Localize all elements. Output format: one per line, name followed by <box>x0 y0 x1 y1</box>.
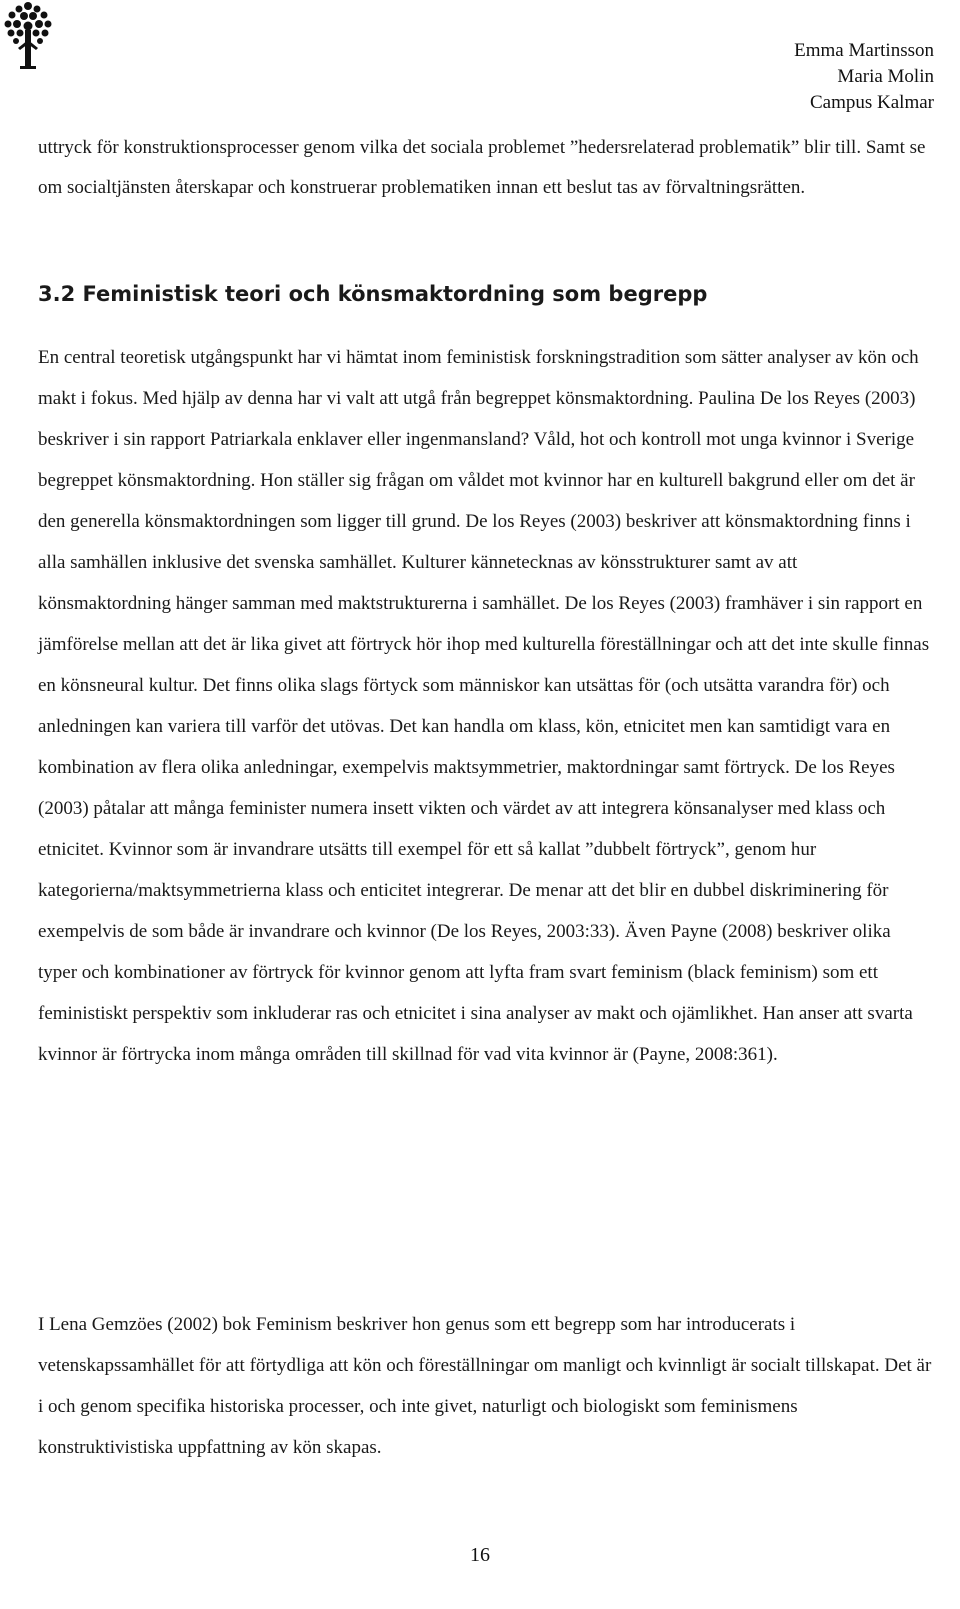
intro-paragraph-block <box>38 128 933 208</box>
second-paragraph-block <box>38 1304 933 1468</box>
campus-name: Campus Kalmar <box>809 92 934 113</box>
tree-logo-icon <box>0 0 56 72</box>
author-name: Maria Molin <box>837 66 934 87</box>
author-name: Emma Martinsson <box>794 40 934 61</box>
main-paragraph: En central teoretisk utgångspunkt har vi hämtat inom feministisk forskningstradition som sätter analyser av kön och makt i fokus. Med hjälp av denna har vi valt att utgå från begreppet könsmaktordning. Paulina De los Reyes (2003) beskriver i sin rapport Patriarkala enklaver eller ingenmansland? Våld, hot och kontroll mot unga kvinnor i Sverige begreppet könsmaktordning. Hon ställer sig frågan om våldet mot kvinnor har en kulturell bakgrund eller om det är den generella könsmaktordningen som ligger till grund. De los Reyes (2003) beskriver att könsmaktordning finns i alla samhällen inklusive det svenska samhället. Kulturer kännetecknas av könsstrukturer samt av att könsmaktordning hänger samman med maktstrukturerna i samhället. De los Reyes (2003) framhäver i sin rapport en jämförelse mellan att det är lika givet att förtryck hör ihop med kulturella föreställningar och att det inte skulle finnas en könsneural kultur. Det finns olika slags förtyck som människor kan utsättas för (och utsätta varandra för) och anledningen kan variera till varför det utövas. Det kan handla om klass, kön, etnicitet men kan samtidigt vara en kombination av flera olika anledningar, exempelvis maktsymmetrier, maktordningar samt förtryck. De los Reyes (2003) påtalar att många feminister numera insett vikten och värdet av att integrera könsanalyser med klass och etnicitet. Kvinnor som är invandrare utsätts till exempel för ett så kallat ”dubbelt förtryck”, genom hur kategorierna/maktsymmetrierna klass och enticitet integrerar. De menar att det blir en dubbel diskriminering för exempelvis de som både är invandrare och kvinnor (De los Reyes, 2003:33). Även Payne (2008) beskriver olika typer och kombinationer av förtryck för kvinnor genom att lyfta fram svart feminism (black feminism) som ett feministiskt perspektiv som inkluderar ras och etnicitet i sina analyser av makt och ojämlikhet. Han anser att svarta kvinnor är förtrycka inom många områden till skillnad för vad vita kvinnor är (Payne, 2008:361). <box>38 347 930 1065</box>
main-paragraph-block <box>38 337 933 1075</box>
page-number: 16 <box>470 1544 490 1566</box>
page-header <box>794 38 934 116</box>
section-heading: 3.2 Feministisk teori och könsmaktordning som begrepp <box>38 282 708 306</box>
intro-paragraph: uttryck för konstruktionsprocesser genom vilka det sociala problemet ”hedersrelaterad problematik” blir till. Samt se om socialtjänsten återskapar och konstruerar problematiken innan ett beslut tas av förvaltningsrätten. <box>38 137 926 198</box>
second-paragraph: I Lena Gemzöes (2002) bok Feminism beskriver hon genus som ett begrepp som har introducerats i vetenskapssamhället för att förtydliga att kön och föreställningar om manligt och kvinnligt är socialt tillskapat. Det är i och genom specifika historiska processer, och inte givet, naturligt och biologiskt som feminismens konstruktivistiska uppfattning av kön skapas. <box>38 1314 932 1458</box>
